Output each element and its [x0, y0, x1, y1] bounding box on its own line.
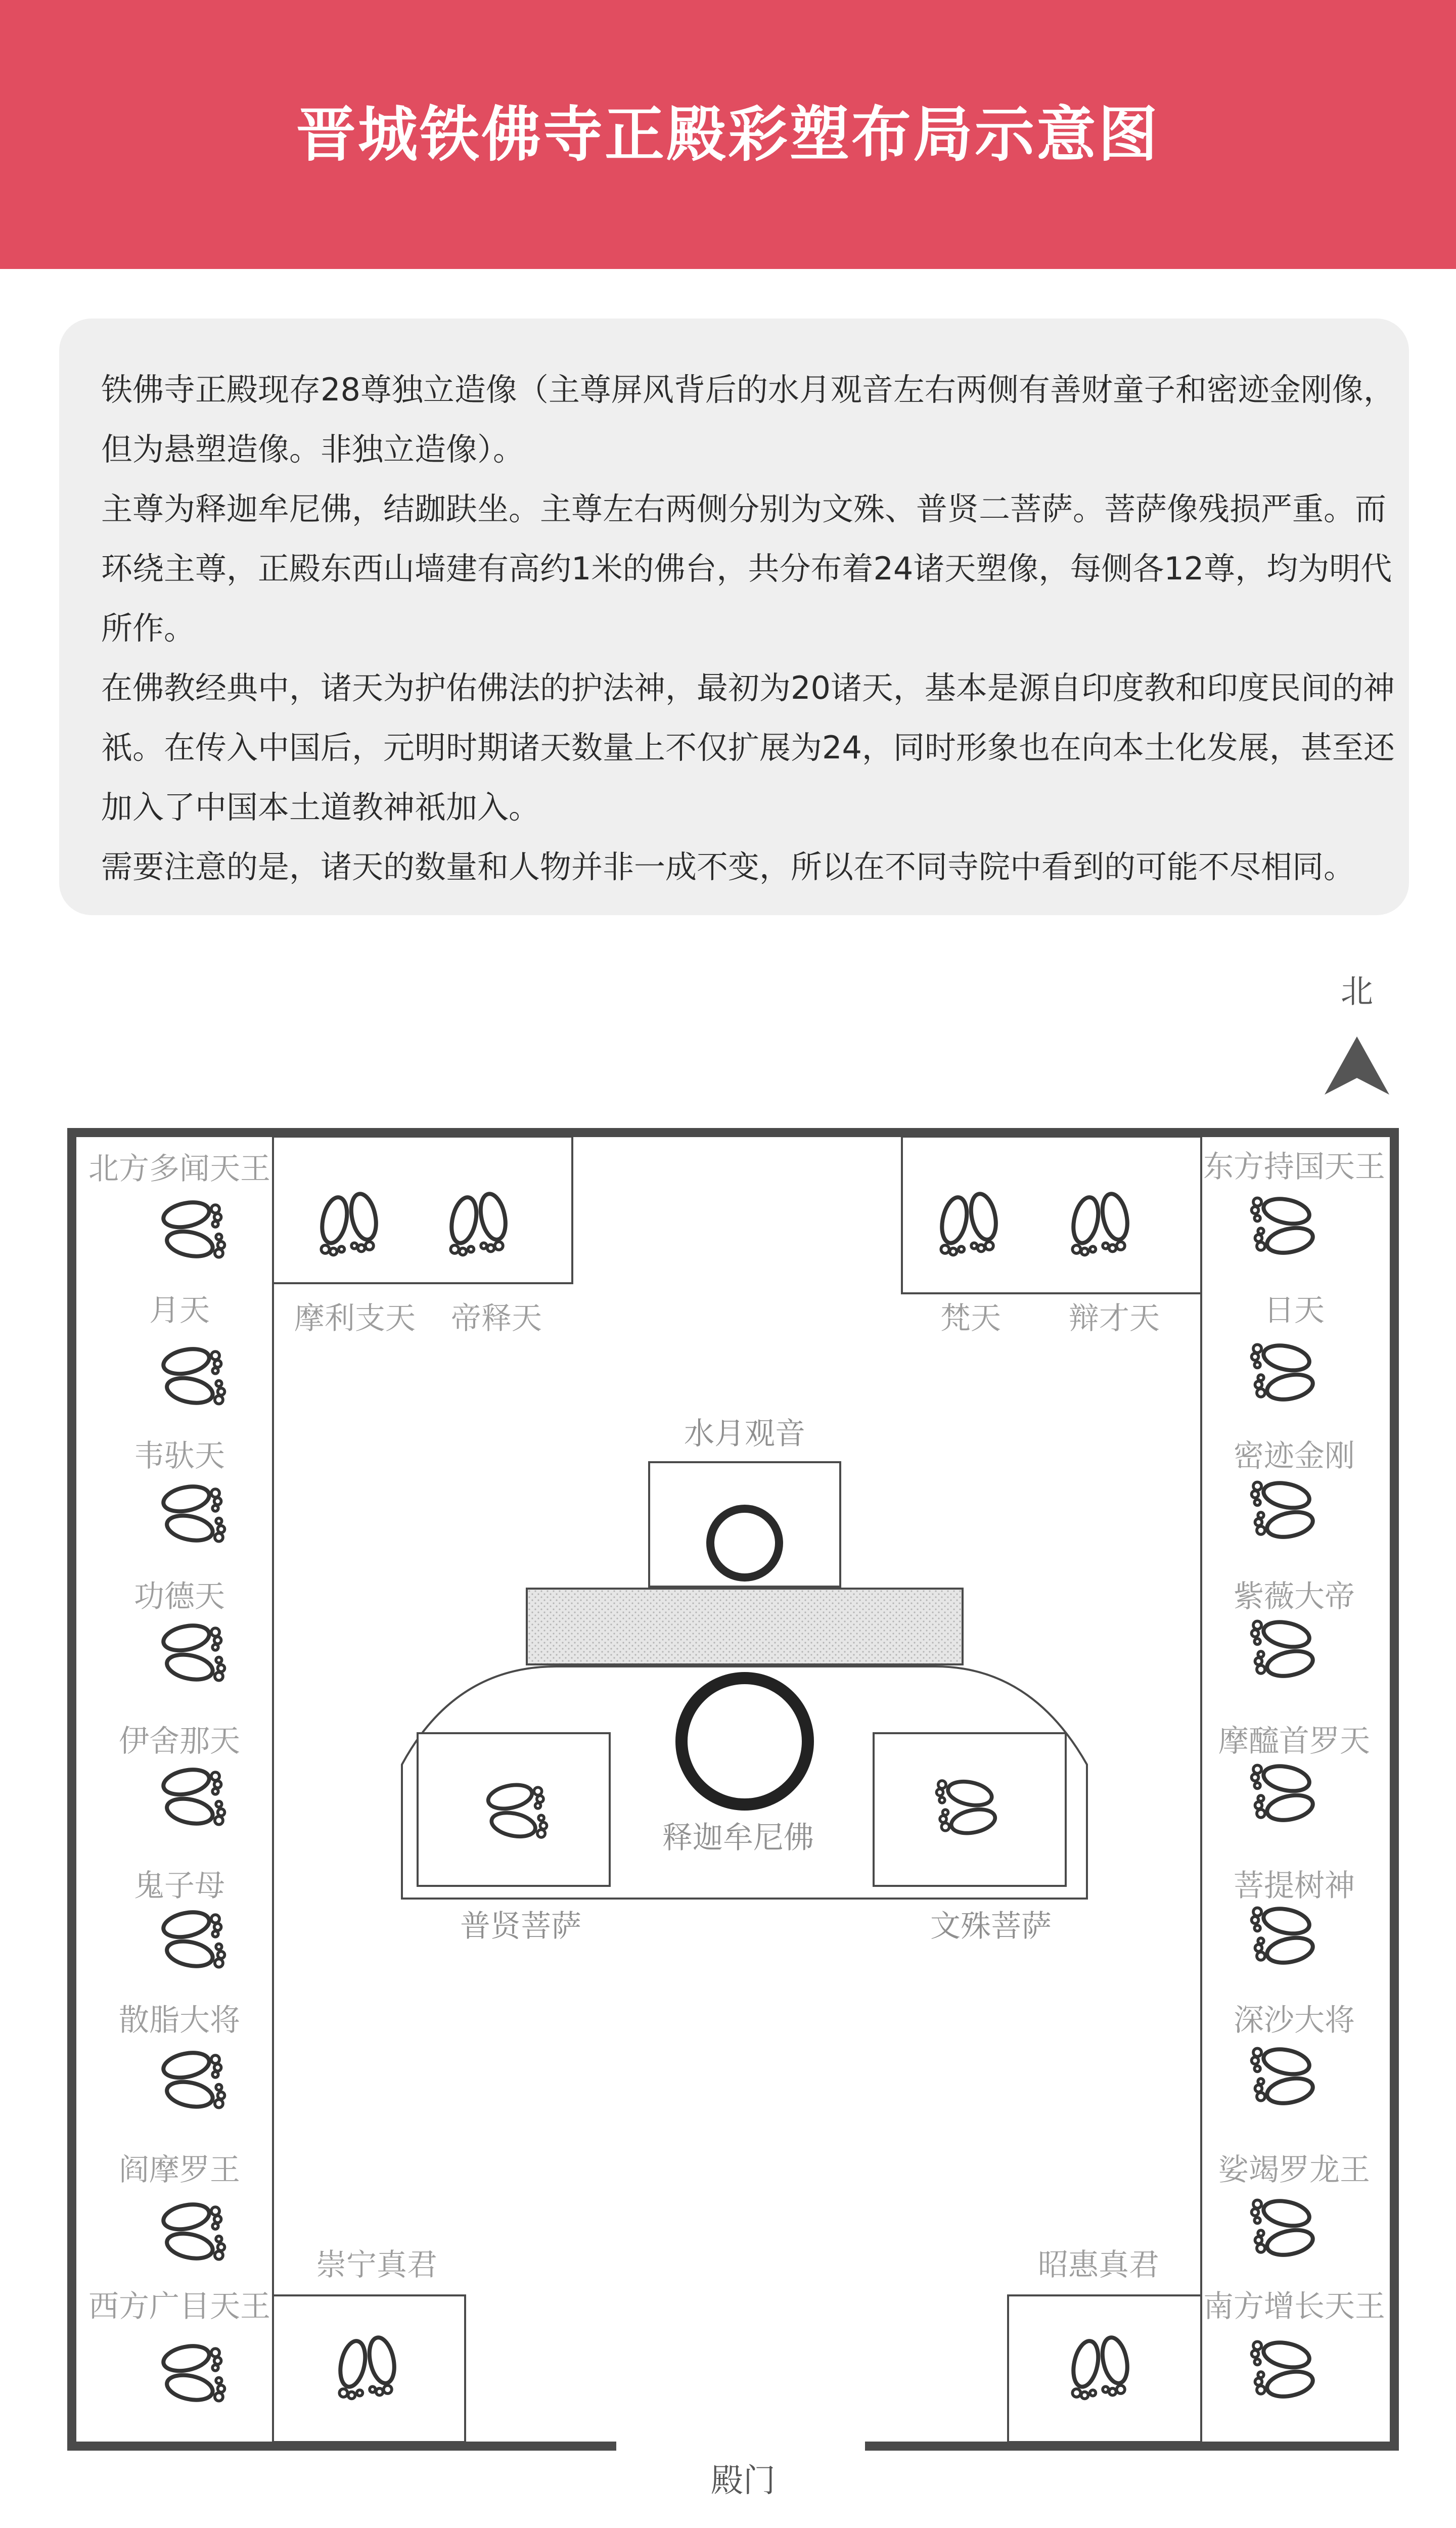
- footprint-icon: [1252, 1905, 1315, 1967]
- footprint-icon: [938, 1192, 1000, 1255]
- footprint-icon: [161, 1199, 225, 1260]
- footprint-icon: [448, 1192, 510, 1255]
- footprint-icon: [1252, 2046, 1315, 2107]
- northwest-box: [273, 1137, 572, 1283]
- intro-paragraph: 铁佛寺正殿现存28尊独立造像（主尊屏风背后的水月观音左右两侧有善财童子和密迹金刚像，但为悬塑造像。非独立造像）。: [101, 371, 1395, 468]
- puxian-label: 普贤菩萨: [460, 1909, 581, 1944]
- deity-label: 深沙大将: [1234, 2003, 1355, 2038]
- footprint-icon: [161, 2201, 225, 2263]
- footprint-icon: [161, 1483, 225, 1545]
- deity-label: 密迹金刚: [1234, 1438, 1355, 1474]
- north-label: 北: [1341, 973, 1373, 1011]
- footprint-icon: [1252, 1195, 1315, 1257]
- screen-base: [527, 1589, 963, 1664]
- footprint-icon: [1252, 1479, 1315, 1541]
- deity-label: 阎摩罗王: [119, 2152, 240, 2188]
- deity-label: 韦驮天: [134, 1438, 225, 1474]
- deity-label: 菩提树神: [1234, 1868, 1355, 1904]
- footprint-icon: [161, 1345, 225, 1407]
- deity-label: 紫薇大帝: [1234, 1579, 1355, 1614]
- footprint-icon: [161, 1622, 225, 1684]
- buddha-label: 释迦牟尼佛: [662, 1820, 814, 1856]
- intro-paragraph: 需要注意的是，诸天的数量和人物并非一成不变，所以在不同寺院中看到的可能不尽相同。: [101, 848, 1355, 885]
- west-footprints: [161, 1199, 225, 2404]
- deity-label: 西方广目天王: [88, 2289, 270, 2324]
- deity-label: 鬼子母: [134, 1868, 225, 1904]
- page-title: 晋城铁佛寺正殿彩塑布局示意图: [296, 100, 1160, 169]
- footprint-icon: [1252, 2197, 1315, 2259]
- footprint-icon: [1252, 1618, 1315, 1680]
- deity-label: 北方多闻天王: [88, 1151, 270, 1187]
- footprint-icon: [161, 1766, 225, 1828]
- deity-label: 功德天: [134, 1579, 225, 1614]
- deity-label: 散脂大将: [119, 2003, 240, 2038]
- deity-label: 摩利支天: [294, 1301, 416, 1336]
- guanyin-label: 水月观音: [684, 1416, 805, 1452]
- footprint-icon: [161, 1909, 225, 1970]
- deity-label: 伊舍那天: [119, 1724, 240, 1759]
- deity-label: 帝释天: [451, 1301, 542, 1336]
- deity-label: 昭惠真君: [1038, 2247, 1159, 2283]
- footprint-icon: [161, 2049, 225, 2111]
- footprint-icon: [318, 1192, 380, 1255]
- footprint-icon: [1252, 1763, 1315, 1824]
- northeast-box: [902, 1137, 1201, 1293]
- wenshu-label: 文殊菩萨: [930, 1909, 1052, 1944]
- deity-label: 梵天: [940, 1301, 1001, 1336]
- footprint-icon: [1252, 1342, 1315, 1404]
- deity-label: 南方增长天王: [1203, 2289, 1385, 2324]
- deity-label: 摩醯首罗天: [1218, 1724, 1370, 1759]
- footprint-icon: [1070, 2335, 1131, 2399]
- intro-paragraph: 主尊为释迦牟尼佛，结跏趺坐。主尊左右两侧分别为文殊、普贤二菩萨。菩萨像残损严重。而环绕主尊，正殿东西山墙建有高约1米的佛台，共分布着24诸天塑像，每侧各12尊，均为明代所作。: [101, 490, 1392, 647]
- door-label: 殿门: [711, 2462, 776, 2500]
- footprint-icon: [1070, 1192, 1131, 1255]
- deity-label: 辩才天: [1069, 1301, 1160, 1336]
- deity-label: 月天: [149, 1293, 210, 1328]
- footprint-icon: [161, 2342, 225, 2404]
- footprint-icon: [1252, 2339, 1315, 2401]
- east-footprints: [1252, 1195, 1315, 2401]
- north-arrow-icon: [1325, 1036, 1389, 1095]
- puxian-box: [418, 1733, 610, 1886]
- guanyin-screen: [649, 1462, 840, 1587]
- intro-paragraph: 在佛教经典中，诸天为护佑佛法的护法神，最初为20诸天，基本是源自印度教和印度民间的神祇。在传入中国后，元明时期诸天数量上不仅扩展为24，同时形象也在向本土化发展，甚至还加入了中国本土道教神祇加入。: [101, 669, 1395, 826]
- deity-label: 崇宁真君: [316, 2247, 437, 2283]
- deity-label: 日天: [1264, 1293, 1325, 1328]
- southwest-box: [273, 2295, 465, 2442]
- footprint-icon: [337, 2335, 398, 2399]
- deity-label: 东方持国天王: [1203, 1149, 1385, 1185]
- deity-label: 娑竭罗龙王: [1218, 2152, 1370, 2188]
